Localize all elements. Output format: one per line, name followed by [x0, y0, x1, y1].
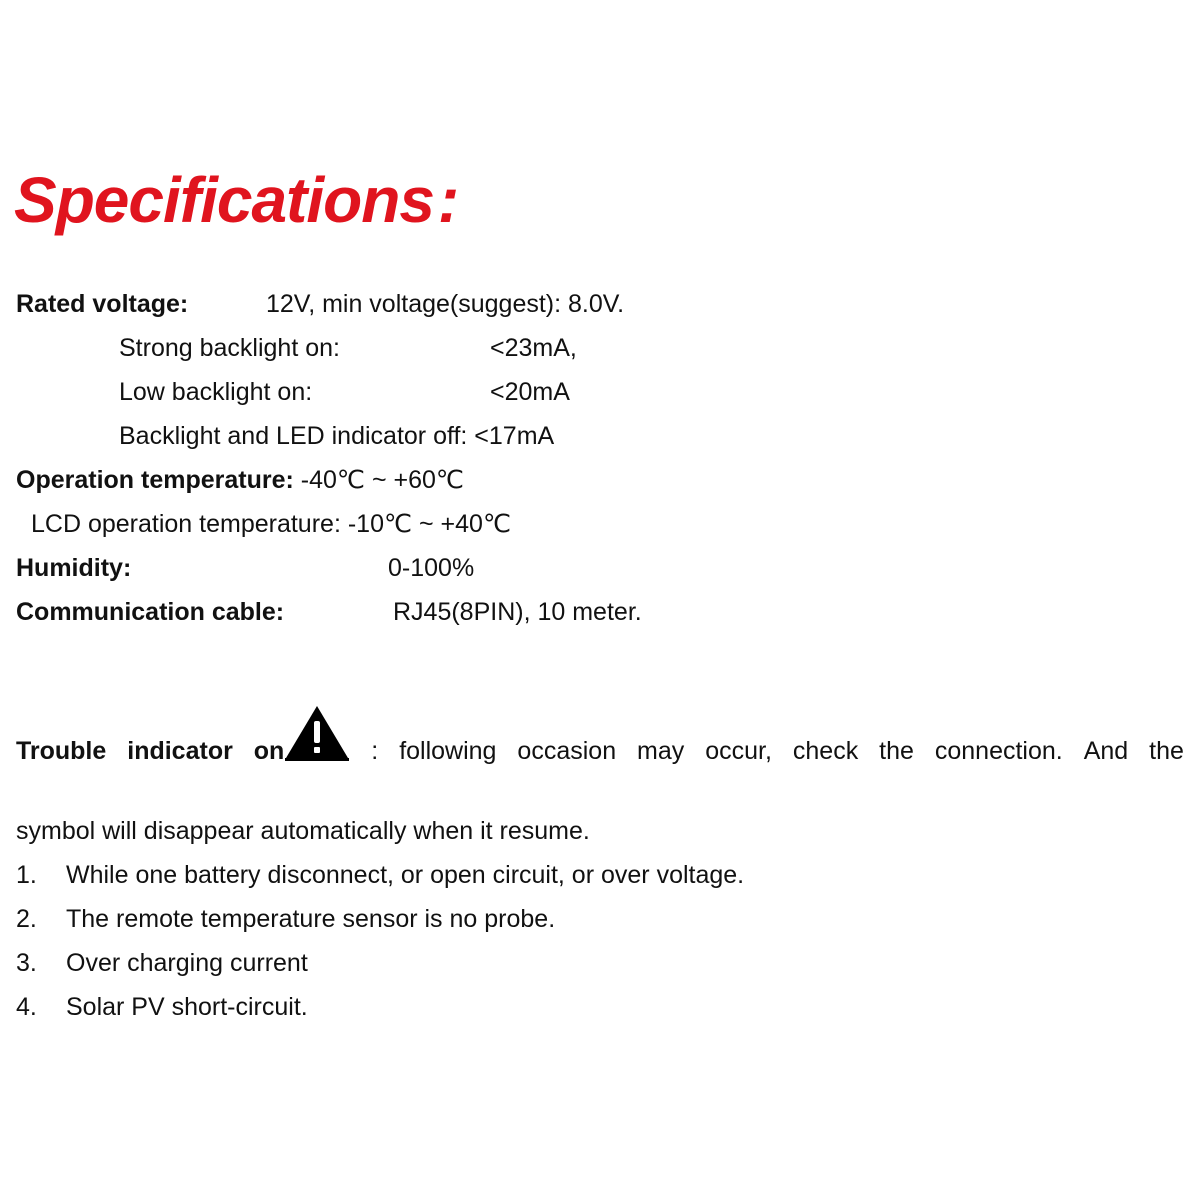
backlight-off-row: Backlight and LED indicator off: <17mA [119, 422, 555, 450]
list-item [16, 860, 1184, 890]
title-text: Specifications [14, 164, 434, 236]
low-backlight-label: Low backlight on: [119, 378, 313, 406]
operation-temp-value: -40℃ ~ +60℃ [293, 466, 464, 494]
list-item-text: The remote temperature sensor is no probe. [66, 905, 556, 933]
humidity-row [16, 553, 131, 583]
page-title [14, 164, 459, 236]
list-item-number: 4. [16, 993, 37, 1021]
trouble-colon: : [371, 737, 379, 765]
rated-voltage-value: 12V, min voltage(suggest): 8.0V. [266, 290, 625, 318]
lcd-temp-row: LCD operation temperature: -10℃ ~ +40℃ [31, 510, 512, 538]
list-item-number: 1. [16, 861, 37, 889]
warning-triangle-svg [284, 704, 350, 762]
list-item-number: 2. [16, 905, 37, 933]
trouble-word-1: Trouble [16, 737, 107, 765]
strong-backlight-value: <23mA, [490, 334, 577, 362]
strong-backlight-label: Strong backlight on: [119, 334, 340, 362]
trouble-line-2: symbol will disappear automatically when it resume. [16, 817, 590, 845]
low-backlight-value: <20mA [490, 378, 570, 406]
cable-value: RJ45(8PIN), 10 meter. [393, 598, 642, 626]
trouble-line1-word-1: following [399, 737, 497, 765]
humidity-label: Humidity: [16, 554, 132, 582]
list-item-number: 3. [16, 949, 37, 977]
trouble-line-1 [16, 706, 1184, 766]
cable-row [16, 597, 284, 627]
list-item-text: Solar PV short-circuit. [66, 993, 308, 1021]
trouble-word-2: indicator [127, 737, 233, 765]
trouble-line1-word-4: occur, [705, 737, 772, 765]
trouble-word-3: on [253, 737, 285, 765]
rated-voltage-row [16, 289, 188, 319]
operation-temp-row [16, 465, 464, 495]
list-item [16, 992, 1184, 1022]
list-item-text: While one battery disconnect, or open circuit, or over voltage. [66, 861, 745, 889]
trouble-line1-word-3: may [637, 737, 685, 765]
trouble-line1-word-5: check [792, 737, 859, 765]
cable-label: Communication cable: [16, 598, 285, 626]
trouble-line1-word-6: the [879, 737, 914, 765]
warning-triangle-icon [284, 706, 350, 766]
trouble-line1-word-8: And [1083, 737, 1129, 765]
trouble-line1-word-9: the [1149, 737, 1184, 765]
title-colon: : [437, 164, 459, 236]
list-item [16, 948, 1184, 978]
trouble-line1-word-7: connection. [934, 737, 1063, 765]
list-item-text: Over charging current [66, 949, 308, 977]
trouble-label-end [254, 706, 351, 766]
operation-temp-label: Operation temperature: [16, 466, 294, 494]
list-item [16, 904, 1184, 934]
trouble-line1-word-2: occasion [517, 737, 617, 765]
humidity-value: 0-100% [388, 554, 475, 582]
rated-voltage-label: Rated voltage: [16, 290, 189, 318]
